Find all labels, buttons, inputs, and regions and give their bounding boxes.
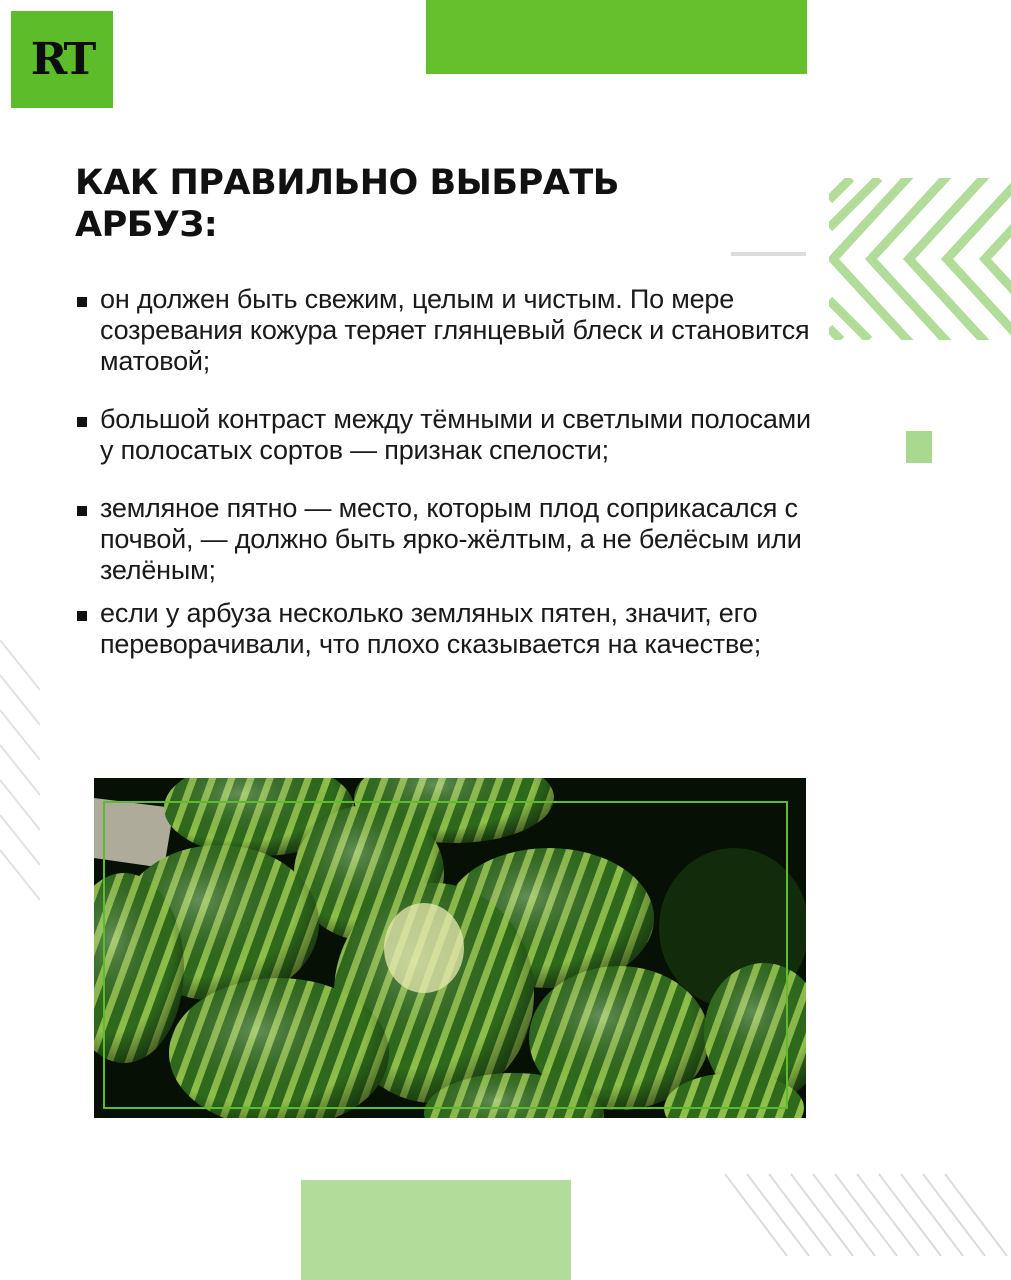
grey-divider [731, 252, 806, 256]
list-item-text: если у арбуза несколько земляных пятен, значит, его переворачивали, что плохо сказывается на качестве; [100, 598, 761, 659]
diagonal-lines-left-icon [0, 630, 40, 910]
list-item [75, 598, 815, 660]
list-item-text: земляное пятно — место, которым плод соприкасался с почвой, — должно быть ярко-жёлтым, а не белёсым или зелёным; [100, 493, 802, 585]
bottom-accent-bar [301, 1180, 571, 1280]
rt-logo [11, 11, 113, 108]
watermelons-photo [94, 778, 806, 1118]
rt-logo-text: RT [30, 33, 94, 85]
diagonal-lines-right-icon [725, 1172, 1011, 1258]
list-item [75, 284, 815, 377]
list-item-text: большой контраст между тёмными и светлыми полосами у полосатых сортов — признак спелости; [100, 404, 811, 465]
chevron-pattern-icon [829, 178, 1011, 340]
list-item [75, 404, 815, 466]
accent-square [906, 431, 932, 463]
bullet-square-icon [77, 506, 87, 516]
tips-list [75, 284, 815, 660]
bullet-square-icon [77, 417, 87, 427]
list-item [75, 493, 815, 586]
page-title: КАК ПРАВИЛЬНО ВЫБРАТЬ АРБУЗ: [75, 163, 619, 245]
list-item-text: он должен быть свежим, целым и чистым. По мере созревания кожура теряет глянцевый блеск и становится матовой; [100, 284, 810, 376]
bullet-square-icon [77, 611, 87, 621]
bullet-square-icon [77, 297, 87, 307]
top-accent-bar [426, 0, 807, 74]
